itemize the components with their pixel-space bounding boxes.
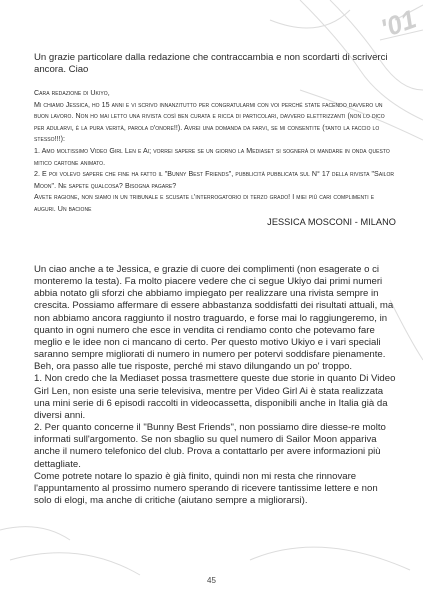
editorial-reply <box>34 264 396 507</box>
intro-text: Un grazie particolare dalla redazione che contraccambia e non scordarti di scriverci ancora. Ciao <box>34 52 388 76</box>
page-number: 45 <box>207 576 216 585</box>
letter-question-1: 1. Amo moltissimo Video Girl Len e Ai; vorrei sapere se un giorno la Mediaset si sognerà di mandare in onda questo mitico cartone animato. <box>34 146 390 167</box>
reply-answer-2: 2. Per quanto concerne il "Bunny Best Friends", non possiamo dire diesse-re molto informati sull'argomento. Se non sbaglio su quel numero di Sailor Moon appariva anche il numero telefonico del club. Prova a contattarlo per avere informazioni più dettagliate. <box>34 422 386 470</box>
svg-text:'01: '01 <box>376 3 421 44</box>
letter-signature: JESSICA MOSCONI - MILANO <box>267 216 396 227</box>
letter-question-2: 2. E poi volevo sapere che fine ha fatto il "Bunny Best Friends", pubblicità pubblicata sul N° 17 della rivista "Sailor Moon". Ne sapete qualcosa? Bisogna pagare? <box>34 170 395 190</box>
letter-closing: Avete ragione, non siamo in un tribunale e scusate l'interrogatorio di terzo grado! I miei più cari complimenti e auguri. Un bacione <box>34 193 375 213</box>
reply-answer-1: 1. Non credo che la Mediaset possa trasmettere queste due storie in quanto Di Video Girl Len, non esiste una serie televisiva, mentre per Video Girl Ai è stata realizzata una mini serie di 6 episodi raccolti in videocassetta, disponibili anche in Italia già da diversi anni. <box>34 373 396 421</box>
reply-closing: Come potrete notare lo spazio è già finito, quindi non mi resta che rinnovare l'appuntamento al prossimo numero sperando di ricevere tantissime lettere e non solo di elogi, ma anche di critiche (aiutano sempre a migliorarsi). <box>34 470 378 506</box>
letter-greeting: Cara redazione di Ukiyo, <box>34 89 110 97</box>
letter-paragraph: Mi chiamo Jessica, ho 15 anni e vi scrivo innanzitutto per congratularmi con voi perché state facendo davvero un buon lavoro. Non ho mai letto una rivista così ben curata e ricca di particolari, davvero elettrizzanti (non lo dico per adularvi, è la pura verità, parola d'onore!!). Avrei una domanda da farvi, se mi consentite (tanto la faccio lo stesso!!!): <box>34 100 385 144</box>
reader-letter <box>34 88 396 228</box>
reply-paragraph: Un ciao anche a te Jessica, e grazie di cuore dei complimenti (non esagerate o ci monteremo la testa). Fa molto piacere vedere che ci segue Ukiyo dai primi numeri abbia notato gli sforzi che abbiamo impiegato per realizzare una rivista sempre in crescita. Possiamo affermare di essere abbastanza soddisfatti dei risultati attuali, ma non abbiamo ancora raggiunto il nostro traguardo, e forse mai lo raggiungeremo, in quanto in ogni numero che esce in vendita ci rendiamo conto che potevamo fare meglio e le idee non ci mancano di certo. Per questo motivo Ukiyo e i vari speciali saranno sempre migliorati di numero in numero per potervi soddisfare pienamente. Beh, ora passo alle tue risposte, perché mi stavo dilungando un po' troppo. <box>34 264 394 373</box>
